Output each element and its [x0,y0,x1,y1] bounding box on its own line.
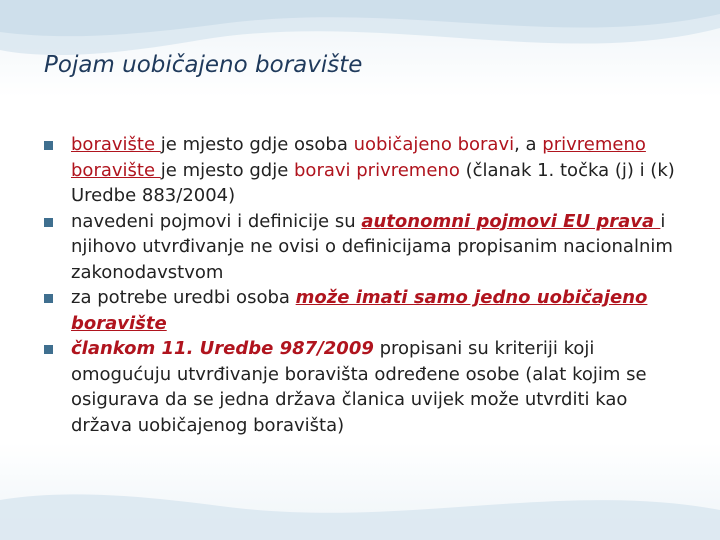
bullet-item-2 [44,209,684,286]
term-autonomni-pojmovi: autonomni pojmovi EU prava [361,210,661,232]
bullet-square-icon [44,294,53,303]
term-boravi-privremeno: boravi privremeno [294,159,460,181]
bullet-text: , a [514,134,543,155]
bullet-item-3 [44,285,684,336]
bullet-text: je mjesto gdje [160,159,294,181]
bullet-text: za potrebe uredbi osoba [71,287,296,308]
term-boraviste: boravište [71,134,161,155]
slide-title: Pojam uobičajeno boravište [44,52,363,78]
term-uobicajeno-boravi: uobičajeno boravi [353,134,515,155]
bullet-list [44,132,684,438]
bullet-square-icon [44,141,53,150]
bullet-text: je mjesto gdje osoba [160,134,354,155]
bullet-item-1 [44,132,684,209]
bullet-square-icon [44,345,53,354]
bullet-item-4 [44,336,684,438]
term-clanak-11: člankom 11. Uredbe 987/2009 [71,338,374,359]
bullet-text: navedeni pojmovi i definicije su [71,210,362,232]
term-jedno-boraviste: može imati samo jedno uobičajeno boravište [71,287,648,334]
bullet-text: i njihovo utvrđivanje ne ovisi o definicijama propisanim nacionalnim zakonodavstvom [71,210,673,283]
decorative-bottom-wave [0,460,720,540]
bullet-text: (članak 1. točka (j) i (k) Uredbe 883/2004) [71,159,675,206]
bullet-square-icon [44,218,53,227]
term-privremeno-boraviste: privremeno boravište [71,134,646,181]
bullet-text: propisani su kriteriji koji omogućuju utvrđivanje boravišta određene osobe (alat kojim se osigurava da se jedna država članica uvijek može utvrditi kao država uobičajenog boravišta) [71,338,647,436]
